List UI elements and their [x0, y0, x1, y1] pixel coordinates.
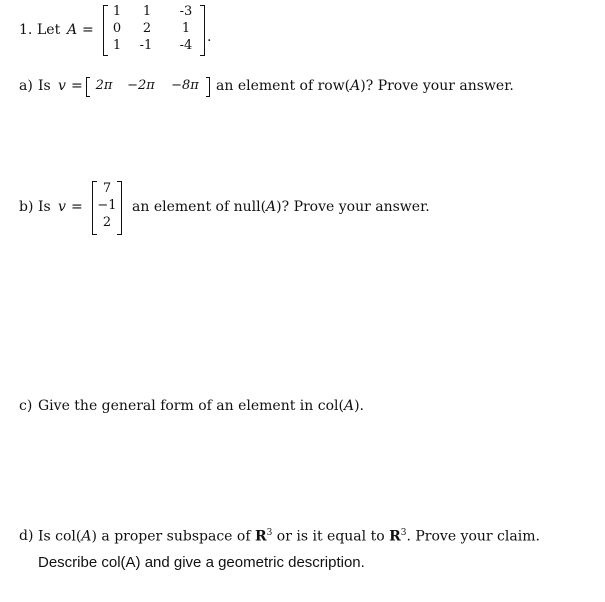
row-vector-entry: −8π	[171, 78, 199, 93]
problem-number: 1.	[19, 22, 33, 38]
matrix-cell: 0	[112, 21, 122, 36]
part-a-label: a)	[19, 78, 33, 94]
matrix-cell: -4	[179, 38, 193, 53]
part-d-text3: or is it equal to	[272, 528, 390, 545]
part-c-text: Give the general form of an element in col(	[38, 398, 344, 414]
part-a-tail: an element of row(	[216, 78, 351, 94]
row-vector-entry: −2π	[127, 78, 155, 93]
matrix-cell: 1	[112, 38, 122, 53]
part-b-tail-end: )? Prove your answer.	[276, 199, 430, 215]
column-vector-entry: 2	[102, 215, 112, 230]
column-vector-entry: −1	[97, 198, 117, 213]
part-b-tail: an element of null(	[132, 199, 267, 215]
part-a-equals: =	[71, 78, 83, 94]
part-c-question	[38, 398, 364, 414]
part-a-lead: Is	[38, 78, 51, 94]
row-vector-right-bracket	[206, 77, 210, 97]
part-b-label: b)	[19, 199, 34, 215]
matrix-cell: -1	[139, 38, 153, 53]
let-label: Let	[37, 22, 61, 38]
part-d-text1: Is col(	[38, 528, 82, 545]
row-vector-left-bracket	[86, 77, 90, 97]
matrix-a	[103, 5, 205, 56]
part-a-tail-end: )? Prove your answer.	[360, 78, 514, 94]
matrix-left-bracket	[103, 5, 108, 56]
matrix-name: A	[67, 22, 78, 38]
part-d-line2: Describe col(A) and give a geometric description.	[38, 554, 365, 571]
matrix-right-bracket	[200, 5, 205, 56]
part-d-var: A	[81, 528, 92, 545]
matrix-cell: 2	[142, 21, 152, 36]
part-d-question	[38, 528, 540, 545]
real-space-exponent: 3	[266, 528, 273, 538]
matrix-equals: =	[82, 22, 94, 38]
matrix-cell: -3	[179, 4, 193, 19]
part-c-var: A	[343, 398, 355, 414]
part-a-tail-var: A	[350, 78, 361, 94]
matrix-cell: 1	[142, 4, 152, 19]
part-b-question	[132, 199, 430, 215]
part-b-var: v	[58, 199, 66, 215]
real-space-symbol: R	[254, 528, 267, 545]
real-space-exponent: 3	[400, 528, 407, 538]
part-a-row-vector	[86, 77, 210, 97]
part-d-label: d)	[19, 528, 34, 544]
matrix-cell: 1	[112, 4, 122, 19]
part-b-tail-var: A	[266, 199, 277, 215]
part-b-equals: =	[71, 199, 83, 215]
part-a-var: v	[58, 78, 66, 94]
part-a-question	[216, 78, 514, 94]
part-c-text-end: ).	[354, 398, 365, 414]
matrix-period: .	[207, 29, 212, 45]
part-d-text4: . Prove your claim.	[406, 528, 540, 545]
column-vector-entry: 7	[102, 181, 112, 196]
part-b-lead: Is	[38, 199, 51, 215]
real-space-symbol: R	[389, 528, 401, 545]
row-vector-entry: 2π	[95, 78, 113, 93]
part-c-label: c)	[19, 398, 33, 414]
part-d-text2: ) a proper subspace of	[91, 528, 255, 545]
part-b-column-vector	[92, 181, 122, 235]
matrix-cell: 1	[181, 21, 191, 36]
